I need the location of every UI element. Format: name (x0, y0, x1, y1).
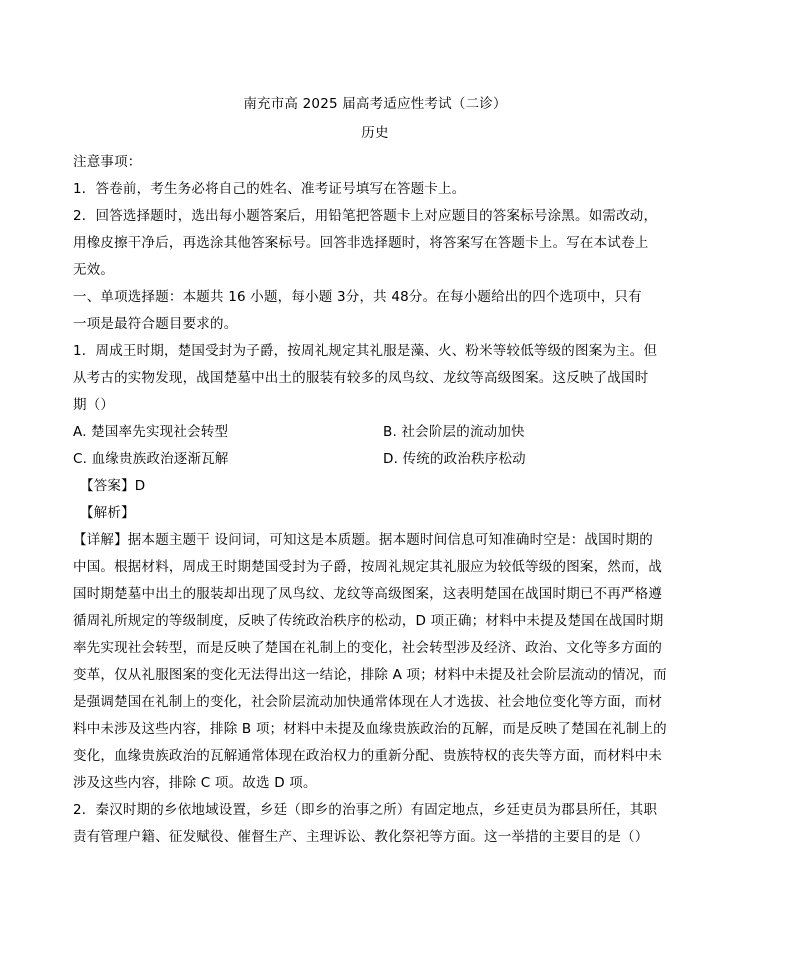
analysis-line: 【详解】据本题主题干 设问词，可知这是本质题。据本题时间信息可知准确时空是：战国时期的 (73, 532, 653, 548)
analysis-line: 涉及这些内容，排除 C 项。故选 D 项。 (73, 775, 317, 791)
option-a: A. 楚国率先实现社会转型 (73, 424, 229, 440)
question-1-stem-line-1: 1．周成王时期，楚国受封为子爵，按周礼规定其礼服是藻、火、粉米等较低等级的图案为主。但 (73, 343, 658, 359)
exam-title: 南充市高 2025 届高考适应性考试（二诊） (243, 96, 507, 112)
question-1-stem-line-3: 期（） (73, 397, 115, 413)
section-heading-line-1: 一、单项选择题：本题共 16 小题，每小题 3分，共 48分。在每小题给出的四个选项中，只有 (73, 289, 642, 305)
question-1-stem-line-2: 从考古的实物发现，战国楚墓中出土的服装有较多的凤鸟纹、龙纹等高级图案。这反映了战国时 (73, 370, 649, 386)
option-c: C. 血缘贵族政治逐渐瓦解 (73, 451, 229, 467)
analysis-line: 率先实现社会转型，而是反映了楚国在礼制上的变化，社会转型涉及经济、政治、文化等多方面的 (73, 640, 663, 656)
question-2-stem-line-1: 2．秦汉时期的乡依地域设置，乡廷（即乡的治事之所）有固定地点，乡廷吏员为郡县所任，其职 (73, 802, 658, 818)
analysis-line: 是强调楚国在礼制上的变化，社会阶层流动加快通常体现在人才选拔、社会地位变化等方面，而材 (73, 694, 663, 710)
analysis-line: 中国。根据材料，周成王时期楚国受封为子爵，按周礼规定其礼服应为较低等级的图案，然而，战 (73, 559, 663, 575)
note-item-2-line-1: 2．回答选择题时，选出每小题答案后，用铅笔把答题卡上对应题目的答案标号涂黑。如需改动， (73, 208, 658, 224)
analysis-line: 变革，仅从礼服图案的变化无法得出这一结论，排除 A 项；材料中未提及社会阶层流动的情况，而 (73, 667, 667, 683)
subject-title: 历史 (361, 125, 389, 141)
question-1-answer: 【答案】D (80, 478, 146, 494)
analysis-line: 国时期楚墓中出土的服装却出现了凤鸟纹、龙纹等高级图案，这表明楚国在战国时期已不再严格遵 (73, 586, 663, 602)
notes-heading: 注意事项： (73, 154, 142, 170)
option-b: B. 社会阶层的流动加快 (383, 424, 525, 440)
document-content (73, 94, 677, 851)
analysis-line: 变化，血缘贵族政治的瓦解通常体现在政治权力的重新分配、贵族特权的丧失等方面，而材料中未 (73, 748, 663, 764)
question-1-options (73, 419, 677, 473)
question-1-analysis-heading: 【解析】 (80, 505, 135, 521)
analysis-line: 循周礼所规定的等级制度，反映了传统政治秩序的松动，D 项正确；材料中未提及楚国在战国时期 (73, 613, 664, 629)
analysis-line: 料中未涉及这些内容，排除 B 项；材料中未提及血缘贵族政治的瓦解，而是反映了楚国在礼制上的 (73, 721, 667, 737)
question-2-stem-line-2: 责有管理户籍、征发赋役、催督生产、主理诉讼、教化祭祀等方面。这一举措的主要目的是（） (73, 829, 649, 845)
section-heading-line-2: 一项是最符合题目要求的。 (73, 316, 238, 332)
option-d: D. 传统的政治秩序松动 (383, 451, 526, 467)
note-item-2-line-3: 无效。 (73, 262, 115, 278)
note-item-2-line-2: 用橡皮擦干净后，再选涂其他答案标号。回答非选择题时，将答案写在答题卡上。写在本试卷上 (73, 235, 649, 251)
note-item-1: 1．答卷前，考生务必将自己的姓名、准考证号填写在答题卡上。 (73, 181, 466, 197)
